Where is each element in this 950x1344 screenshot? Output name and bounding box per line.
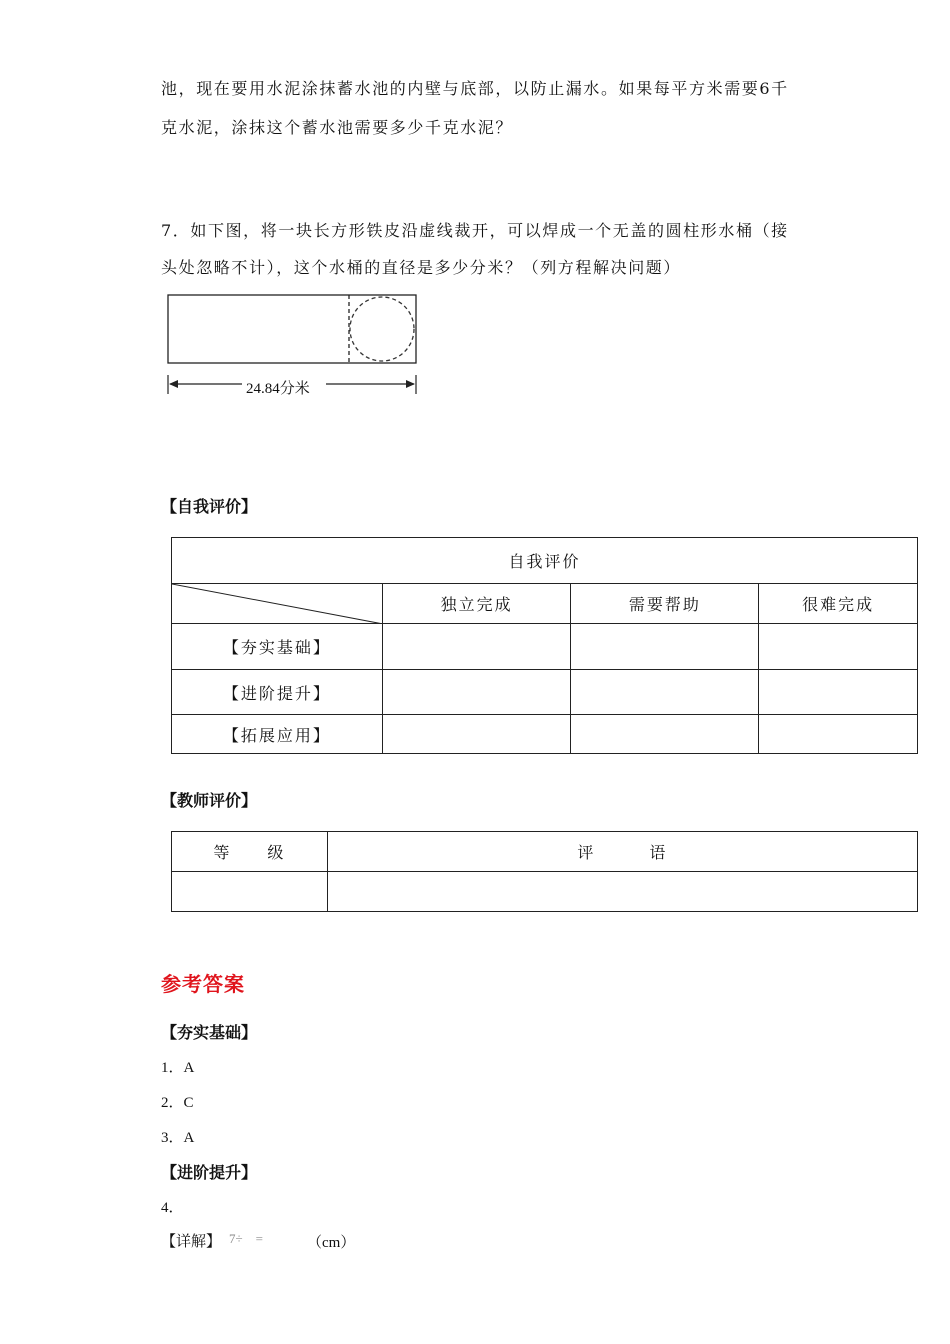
base-circle [350, 297, 414, 361]
answers-section-basic: 【夯实基础】 [161, 1023, 258, 1042]
answers-section-advanced: 【进阶提升】 [161, 1163, 258, 1182]
row-header: 【进阶提升】 [172, 670, 383, 715]
sheet-rectangle [168, 295, 416, 363]
diagonal-line [172, 584, 383, 624]
problem7-line2: 头处忽略不计），这个水桶的直径是多少分米？（列方程解决问题） [161, 258, 682, 277]
diagonal-header-cell [172, 584, 383, 624]
detail-unit: （cm） [307, 1235, 356, 1251]
self-eval-heading: 【自我评价】 [161, 497, 258, 516]
col-header: 独立完成 [382, 584, 571, 624]
check-cell[interactable] [759, 670, 918, 715]
teacher-eval-heading: 【教师评价】 [161, 791, 258, 810]
comment-cell[interactable] [327, 872, 917, 912]
problem6-line2: 克水泥，涂抹这个蓄水池需要多少千克水泥？ [161, 118, 514, 137]
col-header: 需要帮助 [571, 584, 759, 624]
col-header: 很难完成 [759, 584, 918, 624]
problem6-line1: 池，现在要用水泥涂抹蓄水池的内壁与底部，以防止漏水。如果每平方米需要6千 [161, 79, 789, 98]
figure-length-label: 24.84分米 [246, 381, 310, 397]
row-header: 【夯实基础】 [172, 624, 383, 670]
answer-2: 2．C [161, 1095, 194, 1111]
check-cell[interactable] [571, 715, 759, 754]
check-cell[interactable] [382, 624, 571, 670]
answer-4: 4． [161, 1200, 184, 1216]
grade-cell[interactable] [172, 872, 328, 912]
detail-formula: 7÷ = [229, 1231, 263, 1246]
problem7-line1: 7．如下图，将一块长方形铁皮沿虚线裁开，可以焊成一个无盖的圆柱形水桶（接 [161, 221, 789, 240]
check-cell[interactable] [571, 670, 759, 715]
check-cell[interactable] [571, 624, 759, 670]
comment-header: 评 语 [327, 832, 917, 872]
check-cell[interactable] [382, 670, 571, 715]
grade-header: 等 级 [172, 832, 328, 872]
self-eval-table [171, 537, 918, 754]
answer-3: 3．A [161, 1130, 195, 1146]
answers-title: 参考答案 [161, 972, 245, 996]
answer-1: 1．A [161, 1060, 195, 1076]
self-eval-table-title: 自我评价 [172, 538, 918, 584]
check-cell[interactable] [382, 715, 571, 754]
detail-label: 【详解】 [161, 1232, 222, 1250]
teacher-eval-table [171, 831, 918, 912]
row-header: 【拓展应用】 [172, 715, 383, 754]
check-cell[interactable] [759, 715, 918, 754]
check-cell[interactable] [759, 624, 918, 670]
